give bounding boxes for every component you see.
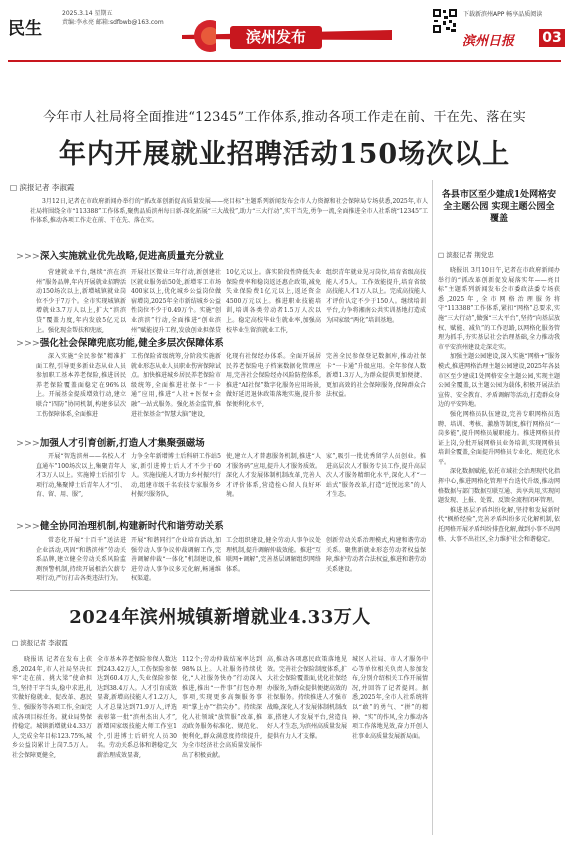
section-head: >>>强化社会保障兜底功能,健全多层次保障体系: [16, 338, 224, 349]
qr-code-icon: [432, 8, 458, 34]
main-title: 年内开展就业招聘活动150场次以上: [58, 139, 511, 170]
header-divider: [8, 60, 561, 62]
article-column: 创新劳动关系治理模式,构建和谐劳动关系。聚焦新就业形态劳动者权益保障,维护劳动者合法权益,推进和谐劳动关系建设。: [326, 537, 426, 573]
article-column: 10亿元以上。落实阶段性降低失业保险费率和稳岗返还惠企政策,减免失业保险费1亿元以上,返还资金4500万元以上。推进职业技能培训,培训各类劳动者1.5万人次以上。稳定高校毕业生就业率,加强高校毕业生留滨就业工作,: [226, 269, 321, 334]
article-column: 开展社区微业三年行动,新创建社区就业服务站50处,新增零工市场400家以上,优化城乡公益岗位做宿增岗,2025年全市新结城乡公益性岗位不少于0.49万个。实施“创业滨滨”行动,全面推进“创业滨州”赋能提升工程,发放创业担保贷: [131, 269, 221, 334]
paragraph: 深化数据赋能,依托市域社会治理现代化指挥中心,推进网格化管理平台迭代升级,推动网格数据与部门数据互联互通、共享共用,实现问题发现、上报、处置、反馈全流程闭环管理。: [438, 468, 560, 505]
page-number: 03: [539, 29, 565, 47]
article-column: 开展“和谐同行”企业培育活动,加强劳动人事争议仲裁调解工作,完善调解仲裁“一体化”机制建设,推进劳动人事争议多元化解,畅通维权渠道。: [131, 537, 221, 583]
main-subtitle: 今年市人社局将全面推进“12345”工作体系,推动各项工作走在前、干在先、落在实: [43, 110, 526, 125]
paragraph: 推进基层矛盾纠纷化解,坚持和发展新时代“枫桥经验”,完善矛盾纠纷多元化解机制,依托网格开展矛盾纠纷排查化解,做到小事不出网格、大事不出社区,全力维护社会和谐稳定。: [438, 506, 560, 543]
article-column: 城区人社局、市人才服务中心等单位相关负责人参加发布,分别介绍相关工作开展情况,并回答了记者提问。据悉,2025年,全市人社系统将以“敢”的勇气、“拼”的精神、“实”的作风,全力推动各项工作落地见效,奋力开创人社事业高质量发展新局面。: [352, 656, 428, 740]
side-title: 各县市区至少建成1处网格安全主题公园 实现主题公园全覆盖: [441, 190, 557, 224]
section-head: >>>加强人才引育创新,打造人才集聚强磁场: [16, 438, 205, 449]
side-body: [438, 266, 560, 836]
article-column: 工伤保险省级统筹,分阶段实施新就业形态从业人员职业伤害保障试点。加快推进城乡居民养老保险市级统筹,全面推进社保卡“一卡通”应用,推进“人社+医保+金融”一站式服务。强化基金监管,推进社保基金“智慧大脑”建设,: [131, 353, 221, 418]
section-tag: 滨州发布: [230, 26, 322, 49]
newspaper-logo: 滨州日报: [462, 34, 515, 49]
side-byline: □ 滨报记者 荆党忠: [438, 251, 494, 259]
issue-date: 2025.3.14 星期五: [62, 10, 113, 17]
article-column: 化现有社保经办体系。全面开展居民养老保险电子档案数据化管理应用,完善社会保险经办风险防控体系,推进“AI社保”数字化服务应用场景,做好延迟退休政策落地实施,提升参保便利化水平,: [226, 353, 321, 408]
article-column: 112个;劳动仲裁结案率达到98%以上。人社服务持续优化,“人社服务快办”行动深入推进,推出“一件事”打包办理事项,实现更多高频服务事项“掌上办”“指尖办”。持续深化人社领域“放管服”改革,推动政务服务标准化、规范化、便利化,群众满意度持续提升,为全市经济社会高质量发展作出了积极贡献。: [182, 656, 262, 759]
app-slogan: 下载新滨州APP 畅享品质阅读: [463, 11, 543, 18]
article-column: 组织青年就业见习岗位,培育省级高技能人才5人。工作效能提升,培育省级高技能人才1万人以上。完成高技能人才评价认定不少于150人。继续培训平台,力争将湘南公共实训基地打造成为国家级“两化”培训基地。: [326, 269, 426, 324]
section-head: >>>深入实施就业优先战略,促进高质量充分就业: [16, 251, 224, 262]
article-column: 家”,吸引一批优秀留学人员创业。推进高层次人才服务专员工作,提升高层次人才服务精细化水平,深化人才“一站式”服务改革,打造“近悦远来”的人才生态。: [326, 453, 426, 499]
article-column: 营建就业平台,继续“滨在滨州”服务品牌,年内开展就业招聘活动150场次以上,新增城镇就业岗位不少于7万个。全市实现城镇新增就业3.7万人以上,扩大“滨滨贷”覆盖力度,年内发放5亿元以上。强化现金帮扶和兜底,: [36, 269, 126, 334]
second-byline: □ 滨报记者 李淑霞: [12, 639, 68, 647]
main-byline: □ 滨报记者 李淑霞: [10, 183, 75, 192]
article-column: 使,建立人才普惠服务机制,推进“人才服务码”应用,提升人才服务质效。深化人才发展体制机制改革,完善人才评价体系,营造拴心留人良好环境。: [226, 453, 321, 499]
main-lead: 3月12日,记者在市政府新闻办举行的“抓改革创新促高质量发展——亮目标”主题系列新闻发布会市人力资源和社会保障局专场获悉,2025年,市人社局将围绕全市“113388”工作体系,聚焦品质滨州每日新-深化拓展“三大战役”,助力“三大行动”,实干当先,勇争一流,全面推进全市人社系统“12345”工作体系,推动各项工作走在前、干在先、落在实。: [30, 198, 428, 225]
article-column: 深入实施“全民参保”精准扩面工程,引导更多新业态从业人员参加职工基本养老保险,推进居民养老保险覆盖面稳定在96%以上。开展基金提质增效行动,建立联合“四防”协同机制,构建多层次工伤保障体系,全面推进: [36, 353, 126, 418]
sun-emblem-icon: [180, 8, 216, 54]
paragraph: 晓报讯 3月10日午,记者在市政府新闻办举行的“抓改革创新促发展落实年——亮目标”主题系列新闻发布会市委政法委专场获悉,2025年,全市网格治理服务将守“113388”工作体系,紧扣“网格”总要求,实施“三大行动”,做强“三大平台”,坚持“向基层放权、赋能、减负”的工作思路,以网格化服务管理为抓手,夯实基层社会治理基础,全力推动我市平安滨州建设走深走实。: [438, 267, 560, 351]
paragraph: 强化网格员队伍建设,完善专职网格员选聘、培训、考核、激励等制度,推行网格员“一岗多能”,提升网格员履职能力。推进网格员持证上岗,分批开展网格员业务培训,实现网格员培训全覆盖,全面提升网格员专业化、规范化水平。: [438, 410, 560, 466]
article-column: 高,推动各项惠民政策落地见效。完善社会保险制度体系,扩大社会保险覆盖面,优化社保经办服务,为群众提供便捷高效的社保服务。持续推进人才强市战略,深化人才发展体制机制改革,搭建人才发展平台,营造良好人才生态,为滨州高质量发展提供有力人才支撑。: [267, 656, 347, 740]
section-divider: [10, 590, 430, 591]
second-title: 2024年滨州城镇新增就业4.33万人: [69, 607, 371, 628]
paragraph: 加强主题公园建设,深入实施“网格+”服务模式,推进网格治理主题公园建设,2025年各县市区至少建成1处网格安全主题公园,实现主题公园全覆盖,以主题公园为载体,积极开展法治宣传、安全教育、矛盾调解等活动,打造群众身边的平安阵地。: [438, 353, 560, 409]
column-divider: [432, 180, 433, 835]
article-column: 工会组织建设,健全劳动人事争议处理机制,提升调解仲裁效能。推进“互联网+调解”,完善基层调解组织网络体系。: [226, 537, 321, 573]
article-column: 全市基本养老保险参保人数达到243.42万人,工伤保险参保达到60.4万人,失业保险参保达到38.4万人。人才引育成效显著,新增高技能人才1.2万人,人才总量达到71.9万人,评选表彰第一批“滨州杰出人才”,新增国家级技能大师工作室1个,引进博士后研究人员30名。劳动关系总体和谐稳定,欠薪治理成效显著,: [97, 656, 177, 759]
editor-info: 责编:李永亮 邮箱:sdfbwb@163.com: [62, 19, 164, 26]
article-column: 完善全民参保登记数据库,推动社保卡“一卡通”升级应用。全年参保人数新增1.3万人,为群众提供更加便捷、更加高效的社会保障服务,保障群众合法权益。: [326, 353, 426, 399]
section-head: >>>健全协同治理机制,构建新时代和谐劳动关系: [16, 521, 224, 532]
article-column: 力争全年新增博士后科研工作站5家,新引进博士后人才不少于60人。实施技能人才助力乡村振兴行动,组建市级千名农技专家服务乡村振兴服务队,: [131, 453, 221, 499]
article-column: 常态化开展“十百千”送法进企业活动,巩固“和谐滨州”劳动关系品牌,建立健全劳动关系风险监测预警机制,持续开展根治欠薪专项行动,严厉打击各类违法行为。: [36, 537, 126, 583]
article-column: 晓报讯 记者在发布上获悉,2024年,市人社局坚决扛牢“走在前、挑大梁”使命担当,坚持干字当头,稳中求进,扎实做好稳就业、促改革、惠民生、强服务等各项工作,全面完成各项目标任务。就业局势保持稳定。城镇新增就业4.33万人,完成全年目标123.75%,城乡公益岗累计上岗7.5万人。社会保障更健全,: [12, 656, 92, 759]
article-column: 开展“智选滨州——名校人才直通车”100场次以上,集聚青年人才3万人以上。实施博士后招引专项行动,集聚博士后青年人才“引、育、留、用、服”,: [36, 453, 126, 499]
section-label: 民生: [8, 19, 42, 39]
